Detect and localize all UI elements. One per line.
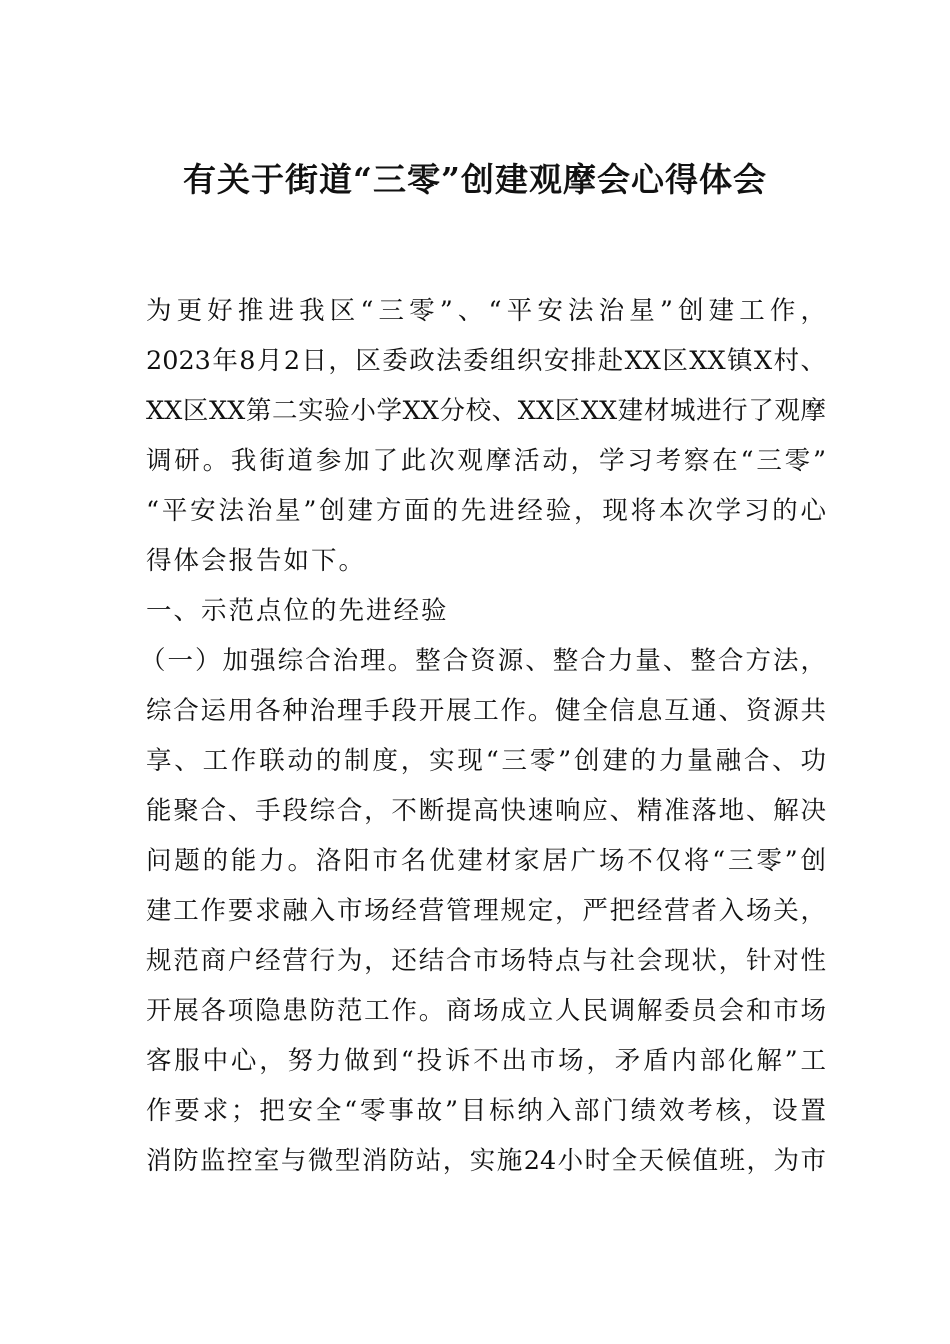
body-line-4: 调研。我街道参加了此次观摩活动，学习考察在“三零” [146,446,826,476]
body-line-18: 消防监控室与微型消防站，实施24小时全天候值班，为市 [146,1146,826,1176]
document-title: 有关于街道“三零”创建观摩会心得体会 [183,160,767,199]
section-heading-1: 一、示范点位的先进经验 [146,596,449,626]
body-line-9: 综合运用各种治理手段开展工作。健全信息互通、资源共 [146,696,826,726]
body-line-15: 开展各项隐患防范工作。商场成立人民调解委员会和市场 [146,996,826,1026]
body-line-2: 2023年8月2日，区委政法委组织安排赴XX区XX镇X村、 [146,346,826,376]
body-line-13: 建工作要求融入市场经营管理规定，严把经营者入场关， [146,896,826,926]
body-line-17: 作要求；把安全“零事故”目标纳入部门绩效考核，设置 [146,1096,826,1126]
body-line-8: （一）加强综合治理。整合资源、整合力量、整合方法， [140,646,826,676]
body-line-16: 客服中心，努力做到“投诉不出市场，矛盾内部化解”工 [146,1046,826,1076]
body-line-12: 问题的能力。洛阳市名优建材家居广场不仅将“三零”创 [146,846,826,876]
body-line-6: 得体会报告如下。 [146,546,367,576]
body-line-10: 享、工作联动的制度，实现“三零”创建的力量融合、功 [146,746,826,776]
body-line-1: 为更好推进我区“三零”、“平安法治星”创建工作， [146,296,826,326]
body-line-5: “平安法治星”创建方面的先进经验，现将本次学习的心 [146,496,826,526]
body-line-14: 规范商户经营行为，还结合市场特点与社会现状，针对性 [146,946,826,976]
body-line-11: 能聚合、手段综合，不断提高快速响应、精准落地、解决 [146,796,826,826]
body-line-3: XX区XX第二实验小学XX分校、XX区XX建材城进行了观摩 [146,396,826,426]
